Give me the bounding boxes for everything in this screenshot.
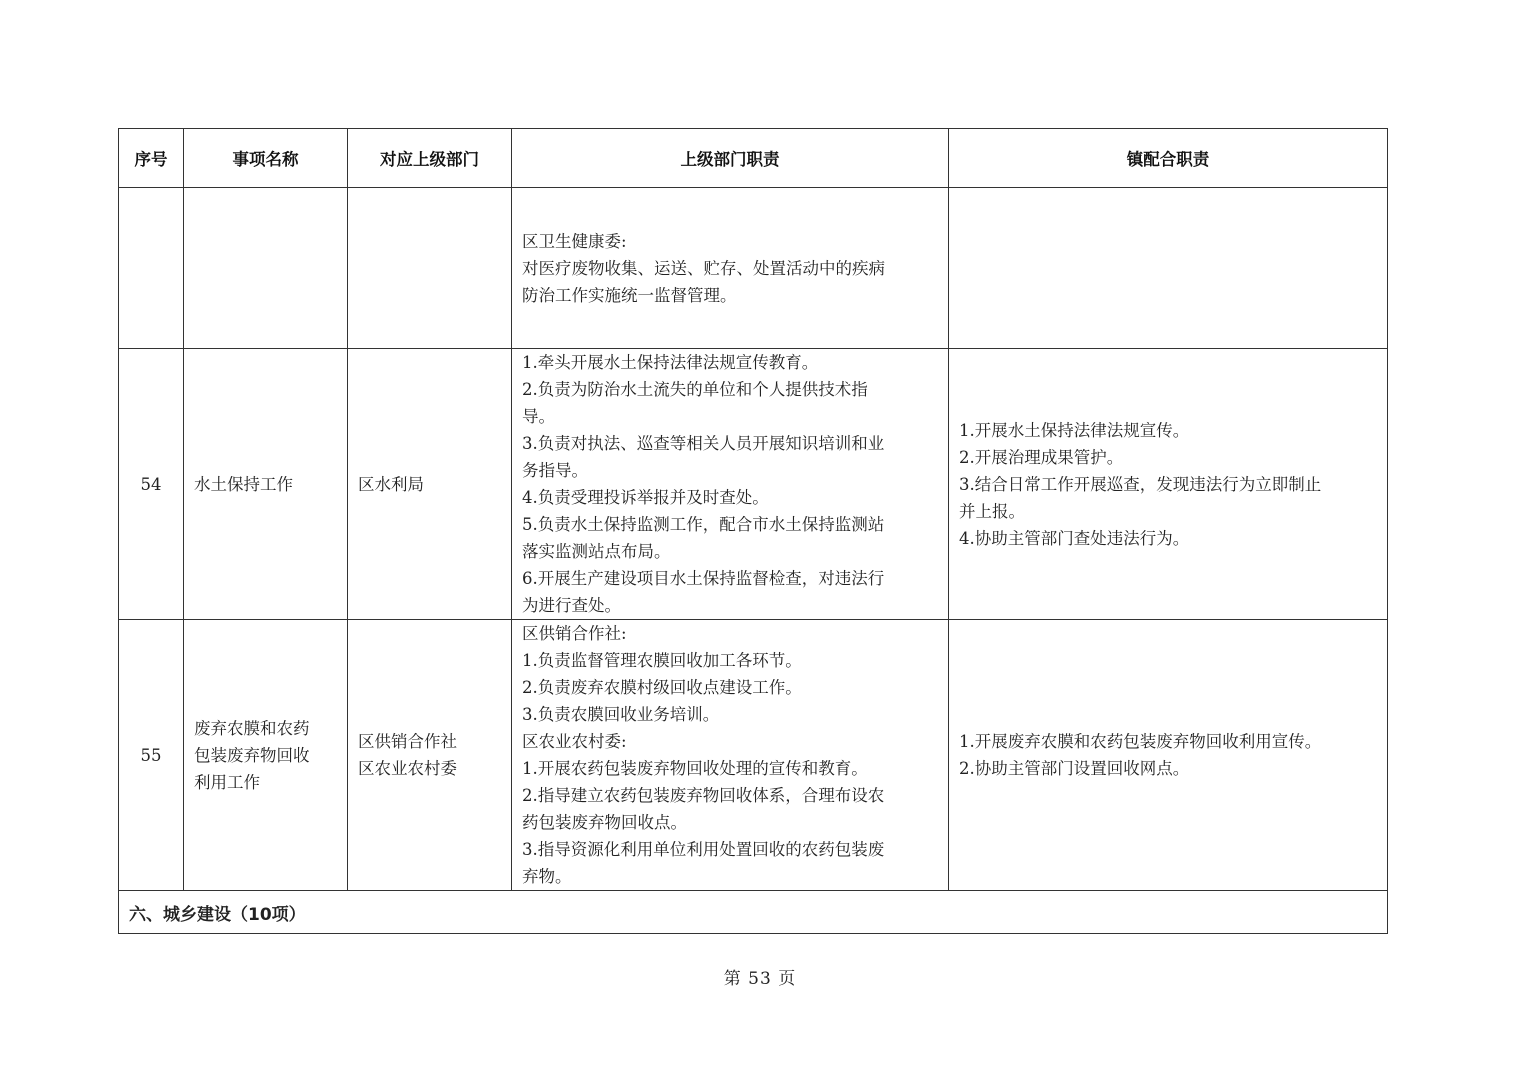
page-number: 第 53 页 (723, 969, 797, 989)
text-line: 落实监测站点布局。 (522, 542, 671, 561)
text-line: 3.负责农膜回收业务培训。 (522, 705, 720, 724)
cell-town-duties (949, 349, 1388, 620)
header-superior-duties: 上级部门职责 (512, 129, 949, 188)
text-line: 防治工作实施统一监督管理。 (522, 285, 737, 305)
text-line: 药包装废弃物回收点。 (522, 813, 687, 832)
text-line: 6.开展生产建设项目水土保持监督检查，对违法行 (522, 569, 885, 588)
text-line: 弃物。 (522, 867, 572, 886)
text-line: 导。 (522, 407, 555, 426)
table-row (119, 620, 1388, 891)
text-line: 区卫生健康委: (522, 231, 627, 251)
text-line: 务指导。 (522, 461, 588, 480)
text-line: 区供销合作社: (522, 624, 627, 643)
cell-item-name (184, 188, 348, 349)
header-superior-dept: 对应上级部门 (348, 129, 512, 188)
header-town-duties: 镇配合职责 (949, 129, 1388, 188)
text-line: 2.开展治理成果管护。 (959, 447, 1124, 467)
text-line: 利用工作 (194, 772, 260, 792)
section-title: 六、城乡建设（10项） (119, 891, 1388, 934)
cell-town-duties (949, 620, 1388, 891)
section-heading-row (119, 891, 1388, 934)
text-line: 1.开展废弃农膜和农药包装废弃物回收利用宣传。 (959, 732, 1322, 751)
text-line: 1.负责监督管理农膜回收加工各环节。 (522, 651, 802, 670)
cell-duties (512, 620, 949, 891)
text-line: 2.协助主管部门设置回收网点。 (959, 759, 1190, 778)
text-line: 1.开展水土保持法律法规宣传。 (959, 420, 1190, 440)
document-table-area (118, 128, 1387, 934)
text-line: 2.指导建立农药包装废弃物回收体系，合理布设农 (522, 786, 885, 805)
text-line: 1.牵头开展水土保持法律法规宣传教育。 (522, 353, 819, 372)
text-line: 3.结合日常工作开展巡查，发现违法行为立即制止 (959, 474, 1322, 494)
text-line: 区农业农村委: (522, 732, 627, 751)
header-item-name: 事项名称 (184, 129, 348, 188)
text-line: 1.开展农药包装废弃物回收处理的宣传和教育。 (522, 759, 868, 778)
cell-dept (348, 620, 512, 891)
text-line: 包装废弃物回收 (194, 745, 310, 765)
cell-duties (512, 349, 949, 620)
text-line: 2.负责为防治水土流失的单位和个人提供技术指 (522, 380, 868, 399)
cell-item-name (184, 349, 348, 620)
text-line: 区水利局 (358, 474, 424, 494)
text-line: 对医疗废物收集、运送、贮存、处置活动中的疾病 (522, 258, 885, 278)
cell-no: 54 (119, 349, 184, 620)
cell-dept (348, 188, 512, 349)
text-line: 3.指导资源化利用单位利用处置回收的农药包装废 (522, 840, 885, 859)
cell-no (119, 188, 184, 349)
header-no: 序号 (119, 129, 184, 188)
table-row (119, 188, 1388, 349)
cell-dept (348, 349, 512, 620)
responsibility-table (118, 128, 1388, 934)
text-line: 2.负责废弃农膜村级回收点建设工作。 (522, 678, 802, 697)
text-line: 为进行查处。 (522, 596, 621, 615)
text-line: 3.负责对执法、巡查等相关人员开展知识培训和业 (522, 434, 885, 453)
text-line: 5.负责水土保持监测工作，配合市水土保持监测站 (522, 515, 885, 534)
text-line: 区农业农村委 (358, 759, 457, 778)
text-line: 水土保持工作 (194, 474, 293, 494)
text-line: 区供销合作社 (358, 732, 457, 751)
cell-duties (512, 188, 949, 349)
cell-town-duties (949, 188, 1388, 349)
text-line: 4.协助主管部门查处违法行为。 (959, 528, 1190, 548)
table-row (119, 349, 1388, 620)
cell-no: 55 (119, 620, 184, 891)
text-line: 4.负责受理投诉举报并及时查处。 (522, 488, 769, 507)
text-line: 废弃农膜和农药 (194, 718, 310, 738)
table-header-row (119, 129, 1388, 188)
cell-item-name (184, 620, 348, 891)
text-line: 并上报。 (959, 501, 1025, 521)
